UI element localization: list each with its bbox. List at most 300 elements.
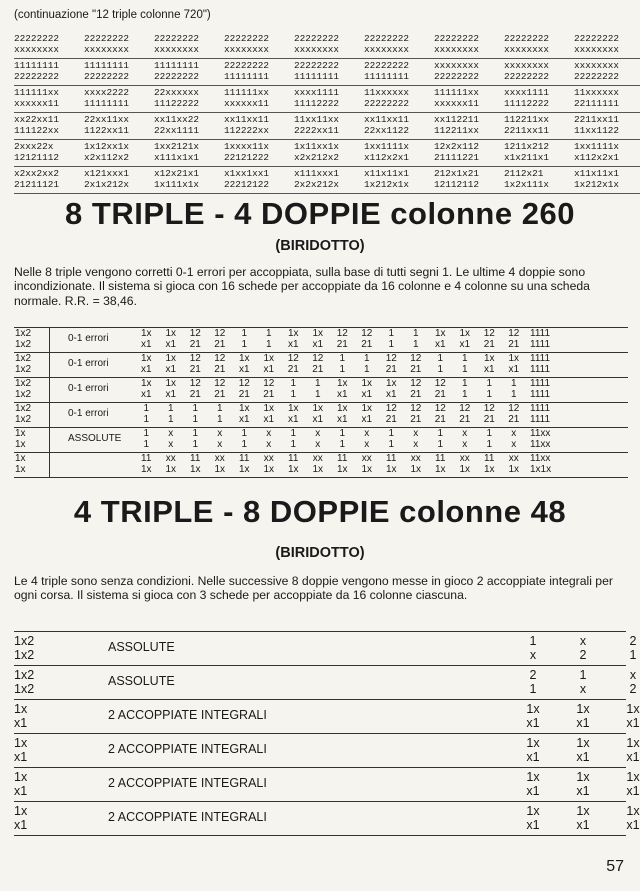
scheda-column: [558, 666, 608, 699]
value-line: 1: [216, 403, 223, 414]
value-cell: [257, 428, 282, 452]
row-label: [14, 700, 98, 733]
value-line: 12: [459, 403, 471, 414]
combo-line: 1xx2121x: [154, 141, 200, 152]
value-line: 1: [192, 428, 199, 439]
row-values: [134, 378, 570, 402]
combo-cell: [504, 140, 574, 166]
combo-line: xxxxxxxx: [84, 44, 130, 55]
value-line: 1: [314, 389, 321, 400]
combo-cell: [294, 59, 364, 85]
value-line: 12: [214, 353, 226, 364]
value-line: 1: [241, 439, 248, 450]
combo-line: x2x212x2: [294, 152, 340, 163]
value-cell: [159, 403, 184, 427]
value-line: 1x: [263, 464, 275, 475]
combo-cell: [84, 86, 154, 112]
row-condition: 0-1 errori: [68, 383, 109, 394]
value-line: 2: [529, 668, 537, 682]
value-line: x1: [576, 716, 590, 730]
combo-cell: [294, 113, 364, 139]
value-line: 1x: [238, 403, 250, 414]
combo-line: 2x1x212x: [84, 179, 130, 190]
combo-line: 112211xx: [504, 114, 550, 125]
value-line: 1x: [336, 378, 348, 389]
value-line: 12: [263, 378, 275, 389]
combo-line: 112222xx: [224, 125, 270, 136]
value-line: 21: [410, 414, 422, 425]
combo-line: 12121112: [14, 152, 60, 163]
combo-line: 22222222: [504, 71, 550, 82]
combination-grid: [14, 32, 640, 194]
combo-line: 1122xx11: [84, 125, 130, 136]
combo-cell: [154, 86, 224, 112]
continuation-note: (continuazione "12 triple colonne 720"): [14, 9, 211, 21]
row-label-line: 1x: [15, 453, 26, 464]
value-line: 1111: [530, 364, 551, 375]
value-line: 1: [192, 414, 199, 425]
value-line: 1: [388, 328, 395, 339]
combo-cell: [364, 113, 434, 139]
value-line: 1x: [263, 403, 275, 414]
combo-line: 2211xx11: [504, 125, 550, 136]
combo-cell: [434, 113, 504, 139]
value-line: 21: [385, 364, 397, 375]
row-label-line: 1x2: [15, 414, 32, 425]
row-condition: 0-1 errori: [68, 333, 109, 344]
value-line: 12: [508, 403, 520, 414]
value-line: 1x: [140, 378, 152, 389]
value-line: x1: [165, 364, 177, 375]
combo-cell: [294, 140, 364, 166]
value-line: x: [364, 439, 370, 450]
value-line: 1: [579, 668, 587, 682]
combo-line: 22222222: [574, 33, 620, 44]
row-label: [14, 378, 50, 402]
row-condition: 2 ACCOPPIATE INTEGRALI: [108, 776, 267, 790]
combo-cell: [224, 140, 294, 166]
value-line: 12: [410, 403, 422, 414]
table1-row: [14, 403, 628, 428]
value-cell: [428, 453, 453, 477]
value-line: x: [217, 439, 223, 450]
value-line: 1: [192, 403, 199, 414]
value-line: 1x: [526, 804, 540, 818]
value-cell: [355, 328, 380, 352]
combo-line: 11111111: [84, 60, 130, 71]
value-cell-summary: [526, 328, 570, 352]
scheda-column: [508, 632, 558, 665]
value-cell: [134, 353, 159, 377]
value-line: x1: [626, 784, 640, 798]
value-cell: [404, 403, 429, 427]
value-line: 1x: [508, 464, 520, 475]
value-line: x1: [434, 339, 446, 350]
combo-line: 11111111: [14, 60, 60, 71]
value-line: 1: [486, 389, 493, 400]
table2-row: [14, 802, 640, 836]
value-line: 1: [290, 389, 297, 400]
value-cell: [232, 328, 257, 352]
value-cell: [477, 403, 502, 427]
combo-line: x112x2x1: [364, 152, 410, 163]
value-line: 1: [412, 328, 419, 339]
combo-cell: [434, 86, 504, 112]
value-cell: [257, 403, 282, 427]
combo-line: 22222222: [154, 71, 200, 82]
value-line: x: [579, 682, 587, 696]
row-label-line: 1x2: [15, 403, 32, 414]
value-cell: [159, 453, 184, 477]
value-line: x1: [626, 750, 640, 764]
value-line: 1: [486, 378, 493, 389]
section1-table: [14, 327, 628, 478]
value-cell: [404, 428, 429, 452]
value-line: 1: [339, 428, 346, 439]
value-cell: [134, 453, 159, 477]
value-cell: [453, 353, 478, 377]
value-line: 1: [486, 428, 493, 439]
value-line: 21: [189, 339, 201, 350]
combo-line: 21111221: [434, 152, 480, 163]
combo-cell: [504, 86, 574, 112]
row-condition: ASSOLUTE: [68, 433, 122, 444]
value-line: 1x: [459, 464, 471, 475]
value-line: 1x: [312, 464, 324, 475]
value-line: 21: [214, 364, 226, 375]
value-line: 12: [336, 328, 348, 339]
combo-line: 22222222: [14, 33, 60, 44]
value-line: 12: [189, 328, 201, 339]
value-cell: [404, 328, 429, 352]
combo-cell: [364, 140, 434, 166]
value-cell: [330, 453, 355, 477]
value-line: xx: [214, 453, 225, 464]
combo-line: 1xx1111x: [364, 141, 410, 152]
value-cell: [281, 428, 306, 452]
combo-cell: [504, 113, 574, 139]
value-cell: [453, 328, 478, 352]
table2-row: [14, 768, 640, 802]
value-cell: [257, 353, 282, 377]
value-line: 1x: [287, 328, 299, 339]
value-line: 1x: [165, 378, 177, 389]
scheda-column: [608, 666, 640, 699]
value-cell: [355, 378, 380, 402]
value-cell: [183, 353, 208, 377]
value-line: 1x: [214, 464, 226, 475]
value-cell: [208, 378, 233, 402]
value-line: 1x: [626, 736, 640, 750]
combo-line: 22222222: [14, 71, 60, 82]
value-cell: [379, 403, 404, 427]
value-line: xx: [263, 453, 274, 464]
value-line: 12: [238, 378, 250, 389]
row-label: [14, 734, 98, 767]
table2-row: [14, 734, 640, 768]
value-line: 12: [385, 353, 397, 364]
combo-line: 1211x212: [504, 141, 550, 152]
combo-line: x12x21x1: [154, 168, 200, 179]
value-line: 1x: [526, 702, 540, 716]
combo-line: 111111xx: [14, 87, 60, 98]
scheda-column: [508, 734, 558, 767]
value-line: 1: [437, 364, 444, 375]
combo-line: xxxxxxxx: [14, 44, 60, 55]
combo-line: xxxxxxxx: [504, 44, 550, 55]
value-line: 2: [579, 648, 587, 662]
scheda-column: [558, 632, 608, 665]
value-line: 1: [437, 439, 444, 450]
row-label: [14, 328, 50, 352]
value-cell: [477, 328, 502, 352]
value-line: x: [168, 439, 174, 450]
table1-row: [14, 453, 628, 478]
combo-line: 2222xx11: [294, 125, 340, 136]
combo-line: xx11xx22: [154, 114, 200, 125]
value-line: 1: [412, 339, 419, 350]
combo-line: 2112x21: [504, 168, 544, 179]
value-line: 1x: [459, 328, 471, 339]
value-cell: [306, 428, 331, 452]
value-cell: [208, 353, 233, 377]
combo-line: xx11xx11: [224, 114, 270, 125]
value-cell: [208, 403, 233, 427]
value-line: x: [315, 439, 321, 450]
value-cell: [428, 428, 453, 452]
value-cell: [257, 328, 282, 352]
scheda-column: [608, 734, 640, 767]
value-line: 1: [510, 389, 517, 400]
value-line: x1: [263, 414, 275, 425]
combo-cell: [574, 113, 640, 139]
row-label-line: 1x2: [14, 682, 35, 696]
value-cell: [208, 428, 233, 452]
value-cell: [428, 353, 453, 377]
value-line: 21: [483, 414, 495, 425]
combo-line: 22222222: [84, 71, 130, 82]
value-cell: [281, 378, 306, 402]
value-line: x: [413, 439, 419, 450]
value-cell: [502, 428, 527, 452]
value-line: 1: [192, 439, 199, 450]
value-cell: [453, 453, 478, 477]
combo-line: xxxxxxxx: [224, 44, 270, 55]
combo-line: xxxx2222: [84, 87, 130, 98]
scheda-column: [558, 802, 608, 835]
value-line: 1: [290, 428, 297, 439]
value-line: x1: [576, 750, 590, 764]
value-line: 1x: [385, 464, 397, 475]
row-label-line: 1x2: [15, 378, 32, 389]
value-line: x: [413, 428, 419, 439]
value-cell: [404, 353, 429, 377]
value-line: 1: [629, 648, 637, 662]
value-line: x1: [459, 339, 471, 350]
value-line: 1: [388, 339, 395, 350]
combo-line: xxxxxxxx: [574, 44, 620, 55]
value-cell: [502, 453, 527, 477]
value-line: x: [511, 439, 517, 450]
combo-line: 11111111: [364, 71, 410, 82]
combo-line: xxxxxx11: [434, 98, 480, 109]
value-cell: [281, 453, 306, 477]
combo-line: 2x2x212x: [294, 179, 340, 190]
value-line: x1: [312, 414, 324, 425]
value-line: 12: [483, 403, 495, 414]
section2-subtitle: (BIRIDOTTO): [275, 545, 365, 561]
scheda-column: [608, 700, 640, 733]
row-label-line: 1x: [15, 439, 26, 450]
value-line: 12: [189, 353, 201, 364]
combo-line: 22xxxxxx: [154, 87, 200, 98]
combo-line: x111x1x1: [154, 152, 200, 163]
scheda-column: [608, 632, 640, 665]
row-label: [14, 666, 98, 699]
row-label-line: x1: [14, 716, 28, 730]
combo-line: 11xx11xx: [294, 114, 340, 125]
value-line: 12: [385, 403, 397, 414]
combo-line: 11111111: [154, 60, 200, 71]
value-line: x1: [140, 339, 152, 350]
value-cell: [379, 328, 404, 352]
scheda-column: [508, 666, 558, 699]
combo-line: 11xx1122: [574, 125, 620, 136]
table1-row: [14, 353, 628, 378]
scheda-column: [558, 700, 608, 733]
value-cell: [355, 428, 380, 452]
combo-line: 1xx1111x: [574, 141, 620, 152]
combo-cell: [574, 59, 640, 85]
value-cell: [379, 353, 404, 377]
value-line: 1x: [385, 378, 397, 389]
value-line: x: [529, 648, 537, 662]
combo-line: x2x112x2: [84, 152, 130, 163]
combo-line: xxxx1111: [294, 87, 340, 98]
combo-line: 111111xx: [224, 87, 270, 98]
value-line: 1: [461, 364, 468, 375]
combo-cell: [434, 59, 504, 85]
row-label-line: 1x2: [14, 648, 35, 662]
value-cell: [134, 378, 159, 402]
combo-line: 1x11xx1x: [294, 141, 340, 152]
value-line: 12: [483, 328, 495, 339]
combo-cell: [84, 113, 154, 139]
value-line: x1: [287, 414, 299, 425]
row-label-line: 1x2: [14, 634, 35, 648]
combo-line: x121xxx1: [84, 168, 130, 179]
row-label: [14, 768, 98, 801]
value-line: x1: [483, 364, 495, 375]
row-label-line: 1x2: [15, 328, 32, 339]
value-line: 1: [510, 378, 517, 389]
value-line: 21: [238, 389, 250, 400]
row-label-line: 1x2: [15, 389, 32, 400]
value-line: 1x: [165, 464, 177, 475]
combo-line: xxxxxxxx: [154, 44, 200, 55]
value-line: 11: [337, 453, 348, 464]
combo-line: 2xxx22x: [14, 141, 54, 152]
value-line: 11xx: [530, 428, 551, 439]
value-line: 21: [263, 389, 275, 400]
value-line: 1: [437, 353, 444, 364]
row-label: [14, 428, 50, 452]
combo-line: xx22xx11: [14, 114, 60, 125]
value-line: 1x: [287, 464, 299, 475]
row-condition: ASSOLUTE: [108, 674, 175, 688]
combo-line: 22222222: [434, 71, 480, 82]
combo-line: 22222222: [574, 71, 620, 82]
value-cell: [306, 403, 331, 427]
section2-description: Le 4 triple sono senza condizioni. Nelle successive 8 doppie vengono messe in gioco 2 accoppiate integrali per ogni corsa. Il sistema si gioca con 3 schede per accoppiate da 16 colonne ciascuna.: [14, 574, 613, 603]
combo-cell: [294, 86, 364, 112]
value-cell: [379, 453, 404, 477]
value-line: x1: [336, 414, 348, 425]
row-label-line: 1x: [14, 770, 28, 784]
row-label-line: 1x2: [15, 339, 32, 350]
value-line: 1x: [626, 702, 640, 716]
combo-line: 22222222: [294, 60, 340, 71]
combo-line: 12112112: [434, 179, 480, 190]
combo-line: xxxxxxxx: [504, 60, 550, 71]
combo-line: 22222222: [154, 33, 200, 44]
value-cell: [379, 378, 404, 402]
row-condition: 0-1 errori: [68, 358, 109, 369]
value-cell: [134, 328, 159, 352]
row-label-line: 1x: [14, 702, 28, 716]
value-cell-summary: [526, 403, 570, 427]
value-cell: [502, 353, 527, 377]
value-line: xx: [508, 453, 519, 464]
row-label-line: 1x2: [15, 353, 32, 364]
value-line: 1: [461, 378, 468, 389]
combo-line: 22121222: [224, 152, 270, 163]
value-line: 1: [363, 364, 370, 375]
value-cell: [159, 353, 184, 377]
value-line: 21: [336, 339, 348, 350]
value-line: 12: [410, 353, 422, 364]
combo-line: 22xx1111: [154, 125, 200, 136]
combo-line: 112211xx: [434, 125, 480, 136]
row-label-line: 1x: [15, 428, 26, 439]
value-line: 1x: [483, 464, 495, 475]
row-label: [14, 453, 50, 477]
value-line: 1x: [483, 353, 495, 364]
combo-cell: [504, 59, 574, 85]
combo-line: 2211xx11: [574, 114, 620, 125]
value-line: x1: [336, 389, 348, 400]
combo-cell: [84, 140, 154, 166]
combo-row: [14, 86, 640, 113]
combo-line: 11xxxxxx: [364, 87, 410, 98]
value-line: x1: [287, 339, 299, 350]
value-line: x: [462, 439, 468, 450]
value-line: 1x1x: [530, 464, 552, 475]
value-line: 21: [385, 414, 397, 425]
value-line: 1x: [165, 328, 177, 339]
value-line: 1: [529, 634, 537, 648]
combo-cell: [224, 86, 294, 112]
value-line: 1x: [238, 464, 250, 475]
combo-line: 21211121: [14, 179, 60, 190]
combo-cell: [434, 140, 504, 166]
value-line: 1: [339, 353, 346, 364]
combo-line: 111122xx: [14, 125, 60, 136]
value-line: 1111: [530, 378, 551, 389]
value-line: 1: [143, 403, 150, 414]
combo-line: 212x1x21: [434, 168, 480, 179]
value-line: 21: [189, 364, 201, 375]
